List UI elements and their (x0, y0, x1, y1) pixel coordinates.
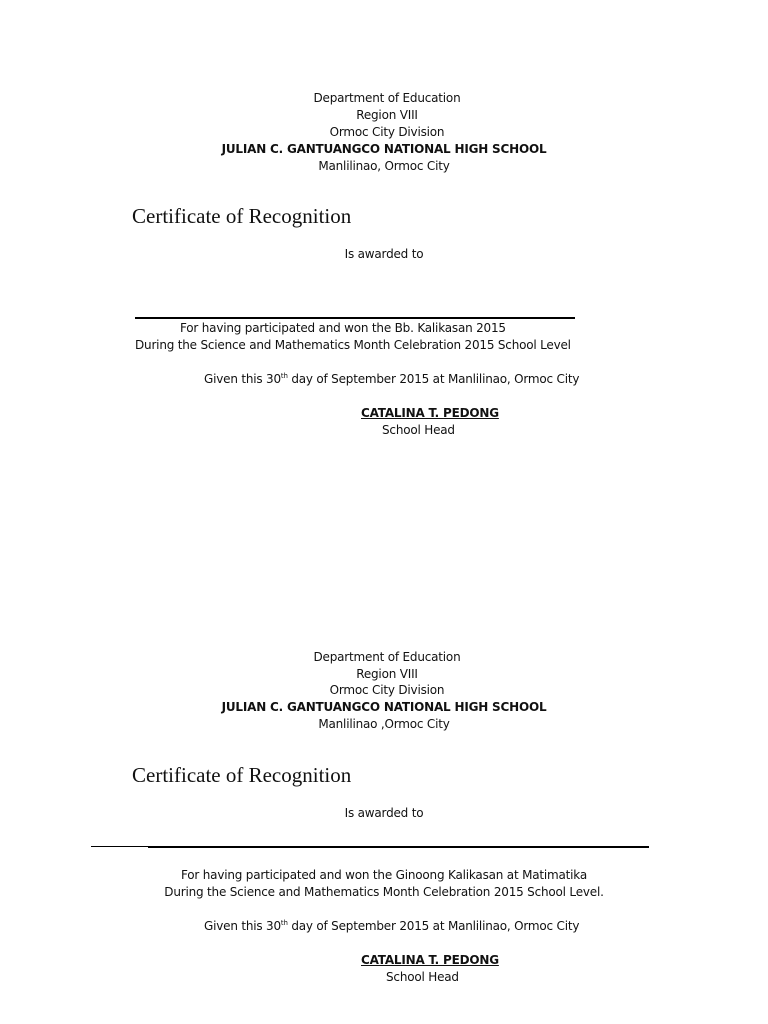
given-date-text (204, 372, 579, 386)
given-date-prefix: Given this 30 (204, 372, 281, 386)
school-name: JULIAN C. GANTUANGCO NATIONAL HIGH SCHOOL (221, 142, 547, 156)
region-label: Region VIII (356, 667, 418, 681)
school-address: Manlilinao ,Ormoc City (318, 717, 450, 731)
certificate-title: Certificate of Recognition (132, 763, 352, 787)
reason-line-2: During the Science and Mathematics Month Celebration 2015 School Level (135, 338, 571, 352)
reason-line-1: For having participated and won the Bb. Kalikasan 2015 (180, 321, 506, 335)
reason-line-1: For having participated and won the Ginoong Kalikasan at Matimatika (181, 868, 587, 882)
dept-label: Department of Education (313, 91, 461, 105)
signatory-name: CATALINA T. PEDONG (361, 953, 499, 967)
reason-line-2: During the Science and Mathematics Month Celebration 2015 School Level. (164, 885, 604, 899)
recipient-name-line-lead (91, 846, 149, 847)
recipient-name-line (135, 317, 575, 319)
division-label: Ormoc City Division (329, 125, 445, 139)
dept-label: Department of Education (313, 650, 461, 664)
given-date-ordinal: th (280, 919, 288, 927)
given-date-suffix: day of September 2015 at Manlilinao, Ormoc City (287, 919, 580, 933)
region-label: Region VIII (356, 108, 418, 122)
signatory-role: School Head (382, 423, 455, 437)
division-label: Ormoc City Division (329, 683, 445, 697)
school-address: Manlilinao, Ormoc City (318, 159, 450, 173)
given-date-suffix: day of September 2015 at Manlilinao, Ormoc City (287, 372, 580, 386)
school-name: JULIAN C. GANTUANGCO NATIONAL HIGH SCHOOL (221, 700, 547, 714)
given-date-text (204, 919, 579, 933)
awarded-to-label: Is awarded to (344, 247, 424, 261)
signatory-name: CATALINA T. PEDONG (361, 406, 499, 420)
awarded-to-label: Is awarded to (344, 806, 424, 820)
certificate-title: Certificate of Recognition (132, 204, 352, 228)
given-date-ordinal: th (280, 372, 288, 380)
given-date-prefix: Given this 30 (204, 919, 281, 933)
recipient-name-line (148, 846, 649, 848)
signatory-role: School Head (386, 970, 459, 984)
